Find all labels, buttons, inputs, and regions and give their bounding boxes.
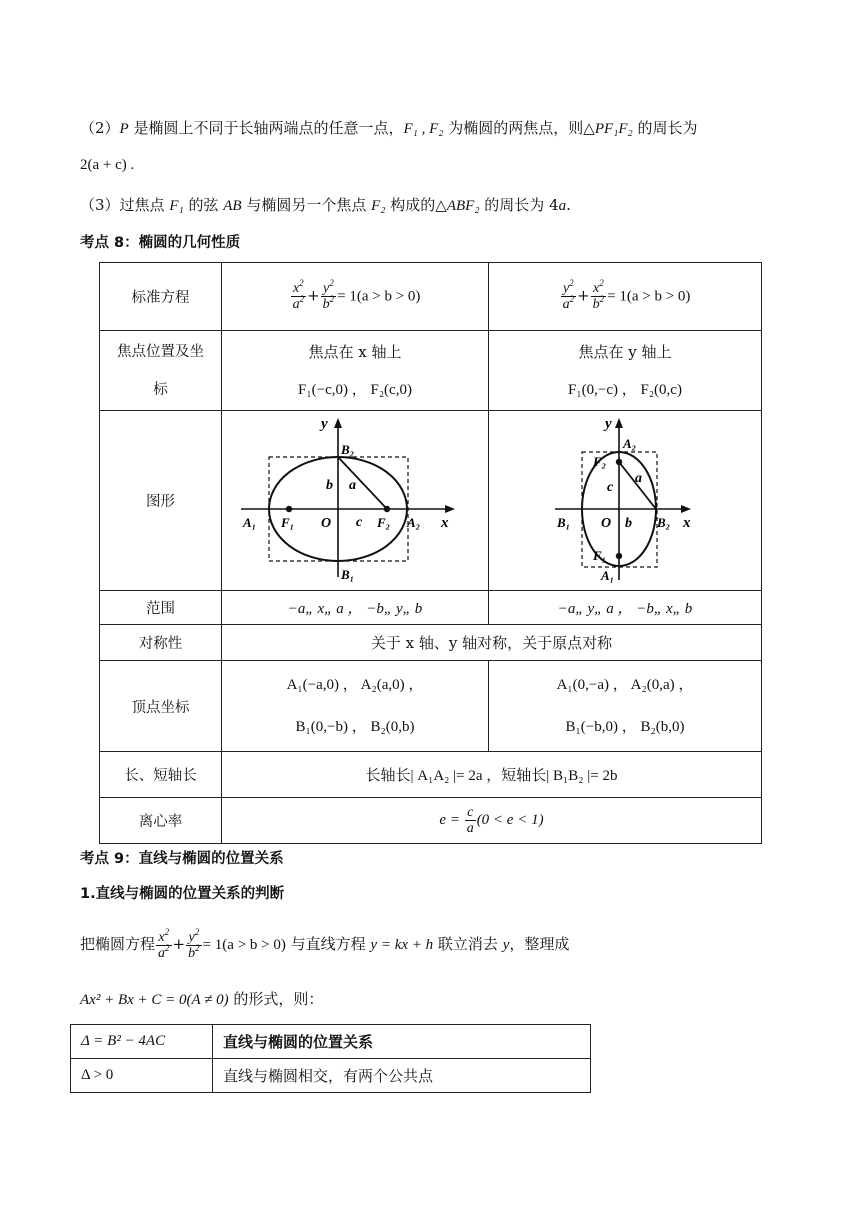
heading-kaodian-9: 考点 9：直线与椭圆的位置关系 bbox=[80, 851, 284, 867]
focus-f2 bbox=[616, 458, 622, 464]
label-a: a bbox=[635, 470, 642, 486]
focus-f1 bbox=[286, 505, 292, 511]
row-range bbox=[100, 591, 762, 625]
label-c: c bbox=[607, 479, 614, 495]
label-b2: B₂ bbox=[657, 514, 671, 530]
para-2-line-2: 2(a + c) . bbox=[80, 157, 135, 173]
cell-range-x: −a„ x„ a ， −b„ y„ b bbox=[222, 591, 489, 625]
label-x: x bbox=[683, 514, 691, 531]
para-quadratic-form: Ax² + Bx + C = 0(A ≠ 0) 的形式，则： bbox=[80, 990, 324, 1008]
cell-label: 离心率 bbox=[100, 798, 222, 844]
cell-relation: 直线与椭圆相交，有两个公共点 bbox=[213, 1059, 591, 1093]
label-x: x bbox=[441, 514, 449, 531]
label-b: b bbox=[625, 515, 632, 531]
cell-eq-y: $\frac{y^2}{a^2}$ + $\frac{x^2}{b^2}$ = 1(a > b > 0) bbox=[489, 263, 762, 331]
label-f1: F₁ bbox=[281, 514, 295, 530]
label-y: y bbox=[321, 415, 328, 432]
heading-kaodian-8: 考点 8：椭圆的几何性质 bbox=[80, 235, 241, 251]
table-row bbox=[71, 1059, 591, 1093]
cell-vertex-y: A₁(0,−a) ， A₂(0,a) ， B₁(−b,0) ， B₂(b,0) bbox=[489, 661, 762, 752]
label-b1: B₁ bbox=[341, 566, 355, 582]
y-axis-arrow bbox=[334, 418, 342, 428]
label-o: O bbox=[601, 515, 612, 531]
label-a: a bbox=[349, 477, 356, 493]
focus-f2 bbox=[384, 505, 390, 511]
label-b1: B₁ bbox=[557, 514, 571, 530]
row-vertex bbox=[100, 661, 762, 752]
cell-range-y: −a„ y„ a ， −b„ x„ b bbox=[489, 591, 762, 625]
label-b: b bbox=[326, 477, 333, 493]
label-f1: F₁ bbox=[593, 547, 607, 563]
label-a1: A₁ bbox=[243, 514, 257, 530]
ellipse-vertical-figure bbox=[545, 414, 705, 584]
row-eccentricity bbox=[100, 798, 762, 844]
cell-label: 对称性 bbox=[100, 625, 222, 661]
y-axis-arrow bbox=[615, 418, 623, 428]
label-o: O bbox=[321, 515, 332, 531]
ellipse-properties-table bbox=[99, 262, 762, 844]
row-axis-length bbox=[100, 752, 762, 798]
row-symmetry bbox=[100, 625, 762, 661]
cell-figure-horizontal bbox=[222, 411, 489, 591]
cell-label: 顶点坐标 bbox=[100, 661, 222, 752]
label-a2: A₂ bbox=[623, 435, 637, 451]
cell-axis-length: 长轴长| A₁A₂ |= 2a ，短轴长| B₁B₂ |= 2b bbox=[222, 752, 762, 798]
cell-eccentricity: e = $\frac{c}{a}$ (0 < e < 1) bbox=[222, 798, 762, 844]
x-axis-arrow bbox=[681, 505, 691, 513]
header-discriminant: Δ = B² − 4AC bbox=[71, 1025, 213, 1059]
label-f2: F₂ bbox=[377, 514, 391, 530]
ellipse-horizontal-figure bbox=[235, 414, 475, 584]
row-standard-equation bbox=[100, 263, 762, 331]
cell-eq-x: $\frac{x^2}{a^2}$ + $\frac{y^2}{b^2}$ = 1(a > b > 0) bbox=[222, 263, 489, 331]
focus-f1 bbox=[616, 552, 622, 558]
label-b2: B₂ bbox=[341, 441, 355, 457]
cell-figure-vertical bbox=[489, 411, 762, 591]
label-a1: A₁ bbox=[601, 567, 615, 583]
x-axis-arrow bbox=[445, 505, 455, 513]
subheading-1: 1.直线与椭圆的位置关系的判断 bbox=[80, 886, 285, 902]
cell-label: 标准方程 bbox=[100, 263, 222, 331]
cell-label: 焦点位置及坐 标 bbox=[100, 331, 222, 411]
cell-discriminant: Δ > 0 bbox=[71, 1059, 213, 1093]
cell-label: 范围 bbox=[100, 591, 222, 625]
para-elimination: 把椭圆方程 $\frac{x^2}{a^2}$ + $\frac{y^2}{b^2}$ = 1(a > b > 0) 与直线方程 y = kx + h 联立消去 y，整理成 bbox=[80, 926, 570, 961]
header-relation: 直线与椭圆的位置关系 bbox=[213, 1025, 591, 1059]
cell-label: 图形 bbox=[100, 411, 222, 591]
line-ellipse-relation-table bbox=[70, 1024, 591, 1093]
segment-a bbox=[338, 457, 387, 509]
cell-focus-y: 焦点在 y 轴上 F₁(0,−c) ， F₂(0,c) bbox=[489, 331, 762, 411]
table-header-row bbox=[71, 1025, 591, 1059]
label-y: y bbox=[605, 415, 612, 432]
para-3: （3）过焦点 F₁ 的弦 AB 与椭圆另一个焦点 F₂ 构成的△ABF₂ 的周长为 4a. bbox=[80, 196, 571, 214]
cell-vertex-x: A₁(−a,0) ， A₂(a,0) ， B₁(0,−b) ， B₂(0,b) bbox=[222, 661, 489, 752]
cell-symmetry: 关于 x 轴、y 轴对称，关于原点对称 bbox=[222, 625, 762, 661]
cell-focus-x: 焦点在 x 轴上 F₁(−c,0) ， F₂(c,0) bbox=[222, 331, 489, 411]
label-c: c bbox=[356, 514, 363, 530]
label-f2: F₂ bbox=[593, 453, 607, 469]
label-a2: A₂ bbox=[407, 514, 421, 530]
cell-label: 长、短轴长 bbox=[100, 752, 222, 798]
para-2-line-1: （2）P 是椭圆上不同于长轴两端点的任意一点，F₁ , F₂ 为椭圆的两焦点，则△PF₁F₂ 的周长为 bbox=[80, 119, 698, 137]
row-focus-position bbox=[100, 331, 762, 411]
row-figure bbox=[100, 411, 762, 591]
